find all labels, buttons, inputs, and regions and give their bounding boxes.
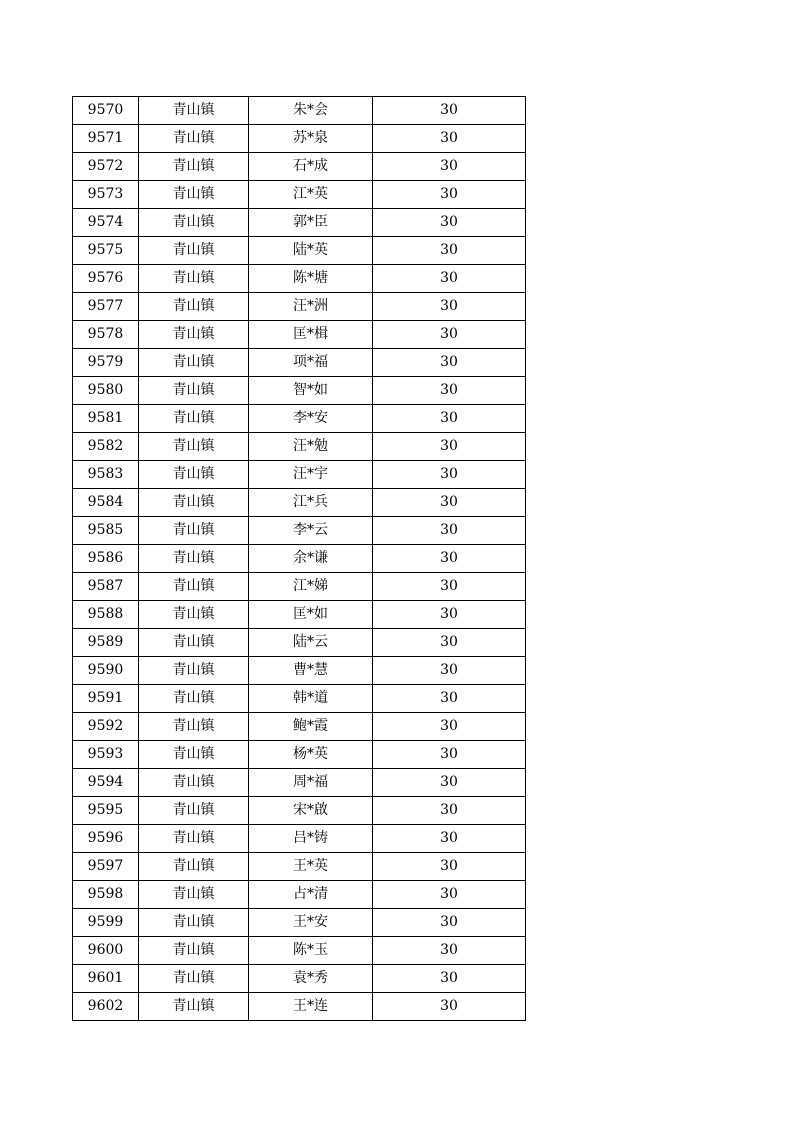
cell-amount: 30 — [373, 209, 526, 237]
cell-id: 9595 — [73, 797, 139, 825]
table-row — [73, 853, 526, 881]
cell-town: 青山镇 — [139, 853, 249, 881]
cell-id: 9574 — [73, 209, 139, 237]
cell-amount: 30 — [373, 769, 526, 797]
cell-name: 李*安 — [249, 405, 373, 433]
cell-amount: 30 — [373, 181, 526, 209]
cell-amount: 30 — [373, 629, 526, 657]
table-row — [73, 97, 526, 125]
cell-name: 陆*英 — [249, 237, 373, 265]
cell-id: 9591 — [73, 685, 139, 713]
cell-name: 汪*勉 — [249, 433, 373, 461]
cell-name: 郭*臣 — [249, 209, 373, 237]
table-row — [73, 657, 526, 685]
cell-amount: 30 — [373, 153, 526, 181]
cell-amount: 30 — [373, 321, 526, 349]
cell-amount: 30 — [373, 797, 526, 825]
cell-town: 青山镇 — [139, 209, 249, 237]
cell-id: 9583 — [73, 461, 139, 489]
table-row — [73, 937, 526, 965]
cell-amount: 30 — [373, 489, 526, 517]
table-body — [73, 97, 526, 1021]
cell-town: 青山镇 — [139, 97, 249, 125]
cell-id: 9602 — [73, 993, 139, 1021]
cell-town: 青山镇 — [139, 405, 249, 433]
table-row — [73, 769, 526, 797]
cell-town: 青山镇 — [139, 797, 249, 825]
cell-town: 青山镇 — [139, 181, 249, 209]
table-row — [73, 125, 526, 153]
table-row — [73, 909, 526, 937]
cell-town: 青山镇 — [139, 349, 249, 377]
cell-id: 9577 — [73, 293, 139, 321]
cell-id: 9586 — [73, 545, 139, 573]
cell-id: 9599 — [73, 909, 139, 937]
cell-town: 青山镇 — [139, 769, 249, 797]
cell-amount: 30 — [373, 601, 526, 629]
cell-name: 吕*铸 — [249, 825, 373, 853]
table-row — [73, 573, 526, 601]
cell-id: 9573 — [73, 181, 139, 209]
cell-name: 王*连 — [249, 993, 373, 1021]
cell-amount: 30 — [373, 825, 526, 853]
cell-amount: 30 — [373, 741, 526, 769]
table-row — [73, 965, 526, 993]
cell-town: 青山镇 — [139, 293, 249, 321]
table-row — [73, 545, 526, 573]
cell-name: 汪*宇 — [249, 461, 373, 489]
cell-id: 9594 — [73, 769, 139, 797]
cell-town: 青山镇 — [139, 433, 249, 461]
cell-amount: 30 — [373, 573, 526, 601]
cell-town: 青山镇 — [139, 937, 249, 965]
cell-amount: 30 — [373, 125, 526, 153]
cell-id: 9597 — [73, 853, 139, 881]
cell-town: 青山镇 — [139, 545, 249, 573]
cell-name: 汪*洲 — [249, 293, 373, 321]
cell-name: 王*安 — [249, 909, 373, 937]
cell-amount: 30 — [373, 433, 526, 461]
cell-id: 9578 — [73, 321, 139, 349]
cell-town: 青山镇 — [139, 517, 249, 545]
cell-id: 9585 — [73, 517, 139, 545]
cell-name: 杨*英 — [249, 741, 373, 769]
cell-id: 9572 — [73, 153, 139, 181]
cell-id: 9580 — [73, 377, 139, 405]
cell-name: 陆*云 — [249, 629, 373, 657]
cell-name: 宋*啟 — [249, 797, 373, 825]
cell-town: 青山镇 — [139, 657, 249, 685]
cell-name: 陈*塘 — [249, 265, 373, 293]
cell-name: 朱*会 — [249, 97, 373, 125]
table-row — [73, 825, 526, 853]
cell-name: 周*福 — [249, 769, 373, 797]
cell-name: 石*成 — [249, 153, 373, 181]
cell-amount: 30 — [373, 97, 526, 125]
cell-town: 青山镇 — [139, 237, 249, 265]
cell-amount: 30 — [373, 657, 526, 685]
table-row — [73, 377, 526, 405]
table-row — [73, 237, 526, 265]
cell-town: 青山镇 — [139, 601, 249, 629]
cell-name: 苏*泉 — [249, 125, 373, 153]
table-row — [73, 629, 526, 657]
cell-amount: 30 — [373, 881, 526, 909]
table-row — [73, 181, 526, 209]
cell-town: 青山镇 — [139, 629, 249, 657]
table-row — [73, 405, 526, 433]
cell-amount: 30 — [373, 909, 526, 937]
cell-amount: 30 — [373, 377, 526, 405]
cell-id: 9593 — [73, 741, 139, 769]
table-row — [73, 601, 526, 629]
table-row — [73, 293, 526, 321]
table-row — [73, 489, 526, 517]
cell-amount: 30 — [373, 405, 526, 433]
cell-town: 青山镇 — [139, 461, 249, 489]
cell-amount: 30 — [373, 545, 526, 573]
cell-id: 9579 — [73, 349, 139, 377]
cell-id: 9596 — [73, 825, 139, 853]
cell-name: 王*英 — [249, 853, 373, 881]
cell-name: 陈*玉 — [249, 937, 373, 965]
cell-amount: 30 — [373, 265, 526, 293]
cell-amount: 30 — [373, 461, 526, 489]
table-row — [73, 881, 526, 909]
cell-id: 9571 — [73, 125, 139, 153]
cell-id: 9582 — [73, 433, 139, 461]
cell-id: 9598 — [73, 881, 139, 909]
cell-town: 青山镇 — [139, 489, 249, 517]
cell-name: 袁*秀 — [249, 965, 373, 993]
cell-town: 青山镇 — [139, 153, 249, 181]
cell-town: 青山镇 — [139, 881, 249, 909]
cell-id: 9588 — [73, 601, 139, 629]
table-row — [73, 741, 526, 769]
cell-town: 青山镇 — [139, 377, 249, 405]
table-row — [73, 209, 526, 237]
table-row — [73, 797, 526, 825]
table-row — [73, 685, 526, 713]
cell-town: 青山镇 — [139, 909, 249, 937]
cell-amount: 30 — [373, 517, 526, 545]
cell-id: 9584 — [73, 489, 139, 517]
cell-town: 青山镇 — [139, 965, 249, 993]
cell-town: 青山镇 — [139, 321, 249, 349]
cell-id: 9590 — [73, 657, 139, 685]
cell-town: 青山镇 — [139, 685, 249, 713]
cell-name: 李*云 — [249, 517, 373, 545]
cell-amount: 30 — [373, 685, 526, 713]
cell-id: 9575 — [73, 237, 139, 265]
cell-town: 青山镇 — [139, 713, 249, 741]
cell-name: 江*兵 — [249, 489, 373, 517]
cell-name: 韩*道 — [249, 685, 373, 713]
cell-id: 9601 — [73, 965, 139, 993]
cell-id: 9589 — [73, 629, 139, 657]
cell-town: 青山镇 — [139, 125, 249, 153]
cell-id: 9570 — [73, 97, 139, 125]
table-row — [73, 433, 526, 461]
table-row — [73, 153, 526, 181]
table-row — [73, 265, 526, 293]
table-row — [73, 713, 526, 741]
cell-name: 曹*慧 — [249, 657, 373, 685]
cell-name: 余*谦 — [249, 545, 373, 573]
cell-id: 9600 — [73, 937, 139, 965]
cell-name: 项*福 — [249, 349, 373, 377]
cell-town: 青山镇 — [139, 741, 249, 769]
cell-amount: 30 — [373, 349, 526, 377]
cell-name: 匡*楫 — [249, 321, 373, 349]
cell-town: 青山镇 — [139, 265, 249, 293]
cell-name: 占*清 — [249, 881, 373, 909]
cell-amount: 30 — [373, 293, 526, 321]
cell-amount: 30 — [373, 853, 526, 881]
cell-town: 青山镇 — [139, 573, 249, 601]
data-table — [72, 96, 526, 1021]
table-row — [73, 321, 526, 349]
cell-id: 9581 — [73, 405, 139, 433]
cell-name: 智*如 — [249, 377, 373, 405]
cell-amount: 30 — [373, 937, 526, 965]
table-row — [73, 349, 526, 377]
table-row — [73, 993, 526, 1021]
cell-id: 9587 — [73, 573, 139, 601]
cell-name: 江*英 — [249, 181, 373, 209]
cell-name: 匡*如 — [249, 601, 373, 629]
cell-amount: 30 — [373, 965, 526, 993]
cell-name: 江*娣 — [249, 573, 373, 601]
cell-amount: 30 — [373, 993, 526, 1021]
table-row — [73, 517, 526, 545]
cell-town: 青山镇 — [139, 993, 249, 1021]
cell-name: 鲍*霞 — [249, 713, 373, 741]
cell-id: 9592 — [73, 713, 139, 741]
table-row — [73, 461, 526, 489]
cell-id: 9576 — [73, 265, 139, 293]
cell-town: 青山镇 — [139, 825, 249, 853]
cell-amount: 30 — [373, 237, 526, 265]
cell-amount: 30 — [373, 713, 526, 741]
